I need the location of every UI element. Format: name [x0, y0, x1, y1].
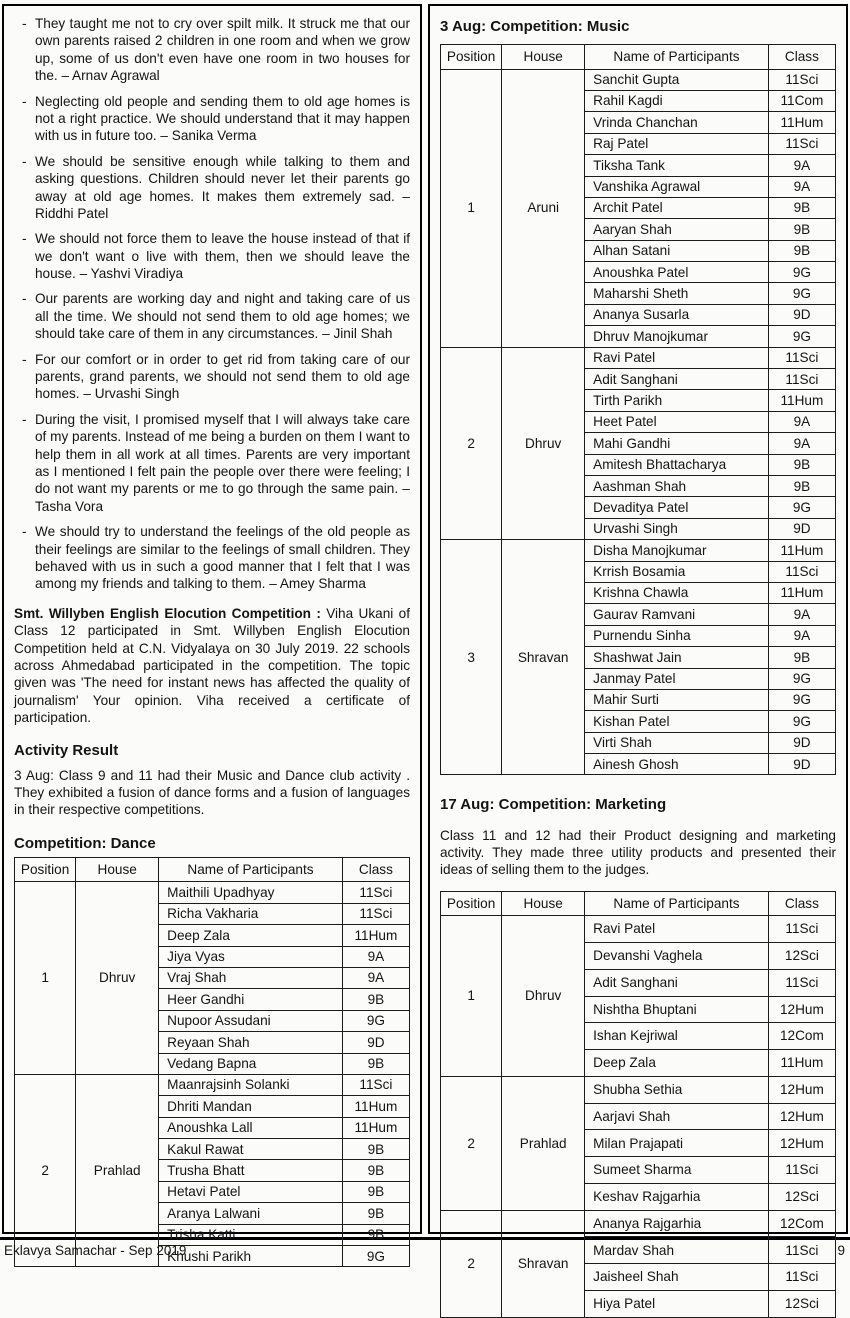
position-cell: 3 [441, 540, 502, 775]
class-cell: 11Sci [768, 347, 835, 368]
participant-name-cell: Aarjavi Shah [585, 1103, 769, 1130]
participant-name-cell: Aashman Shah [585, 476, 769, 497]
class-cell: 9D [768, 732, 835, 753]
class-cell: 9G [342, 1010, 409, 1031]
marketing-table [440, 891, 836, 1318]
class-cell: 9B [342, 1203, 409, 1224]
class-cell: 11Hum [768, 582, 835, 603]
class-cell: 9B [768, 476, 835, 497]
participant-name-cell: Aranya Lalwani [159, 1203, 343, 1224]
participant-name-cell: Ananya Susarla [585, 304, 769, 325]
class-cell: 9A [342, 946, 409, 967]
participant-name-cell: Janmay Patel [585, 668, 769, 689]
participant-name-cell: Milan Prajapati [585, 1130, 769, 1157]
class-cell: 9B [342, 1139, 409, 1160]
participant-name-cell: Ananya Rajgarhia [585, 1210, 769, 1237]
participant-name-cell: Devaditya Patel [585, 497, 769, 518]
class-cell: 12Hum [768, 1103, 835, 1130]
class-cell: 9B [342, 1160, 409, 1181]
participant-name-cell: Kishan Patel [585, 711, 769, 732]
participant-name-cell: Devanshi Vaghela [585, 942, 769, 969]
participant-name-cell: Hetavi Patel [159, 1181, 343, 1202]
participant-name-cell: Vanshika Agrawal [585, 176, 769, 197]
class-cell: 11Hum [342, 1117, 409, 1138]
class-cell: 9B [342, 1053, 409, 1074]
class-cell: 12Com [768, 1023, 835, 1050]
participant-name-cell: Ainesh Ghosh [585, 754, 769, 775]
participant-name-cell: Ravi Patel [585, 916, 769, 943]
bullet-item: - We should not force them to leave the house instead of that if we don't want o live with them, then we should leave the house. – Yashvi Viradiya [35, 230, 410, 282]
table-row [441, 347, 836, 368]
class-cell: 11Hum [768, 112, 835, 133]
class-cell: 11Sci [342, 882, 409, 903]
bullet-item: - For our comfort or in order to get rid from taking care of our parents, grand parents, we should not send them to old age homes. – Urvashi Singh [35, 351, 410, 403]
column-header: Position [15, 858, 76, 882]
participant-name-cell: Tiksha Tank [585, 155, 769, 176]
column-header: Name of Participants [585, 45, 769, 69]
participant-name-cell: Vedang Bapna [159, 1053, 343, 1074]
house-cell: Prahlad [502, 1076, 585, 1210]
bullet-item: - During the visit, I promised myself that I will always take care of my parents. Instead of me being a burden on them I want to help them in all work at all times. Parents are very important as I mentioned I felt pain the people over there were feeling; I do not want my parents or me to go through the same pain. – Tasha Vora [35, 411, 410, 515]
participant-name-cell: Maharshi Sheth [585, 283, 769, 304]
class-cell: 11Sci [342, 903, 409, 924]
column-header: Class [342, 858, 409, 882]
class-cell: 9B [342, 1224, 409, 1245]
class-cell: 9A [768, 625, 835, 646]
participant-name-cell: Maanrajsinh Solanki [159, 1074, 343, 1095]
participant-name-cell: Reyaan Shah [159, 1032, 343, 1053]
class-cell: 9B [768, 219, 835, 240]
class-cell: 11Sci [768, 916, 835, 943]
column-header: House [502, 891, 585, 915]
class-cell: 12Sci [768, 942, 835, 969]
header-row [15, 858, 410, 882]
bullet-item: - Neglecting old people and sending them to old age homes is not a right practice. We should understand that it may happen with us in future too. – Sanika Verma [35, 93, 410, 145]
class-cell: 12Com [768, 1210, 835, 1237]
participant-name-cell: Heet Patel [585, 411, 769, 432]
class-cell: 12Sci [768, 1290, 835, 1317]
class-cell: 9G [768, 689, 835, 710]
participant-name-cell: Dhruv Manojkumar [585, 326, 769, 347]
participant-name-cell: Sumeet Sharma [585, 1157, 769, 1184]
class-cell: 11Sci [768, 1157, 835, 1184]
house-cell: Dhruv [502, 916, 585, 1077]
column-header: House [502, 45, 585, 69]
position-cell: 2 [15, 1074, 76, 1267]
participant-name-cell: Khushi Parikh [159, 1246, 343, 1267]
table-row [441, 540, 836, 561]
column-header: Position [441, 45, 502, 69]
participant-name-cell: Deep Zala [159, 925, 343, 946]
column-header: Class [768, 45, 835, 69]
page-number: 9 [837, 1243, 845, 1258]
class-cell: 12Hum [768, 996, 835, 1023]
activity-result-paragraph: 3 Aug: Class 9 and 11 had their Music and Dance club activity . They exhibited a fusion of dance forms and a fusion of languages in their respective competitions. [14, 767, 410, 818]
participant-name-cell: Aaryan Shah [585, 219, 769, 240]
participant-name-cell: Maithili Upadhyay [159, 882, 343, 903]
participant-name-cell: Amitesh Bhattacharya [585, 454, 769, 475]
right-column [428, 4, 848, 1312]
class-cell: 9A [768, 155, 835, 176]
column-header: House [76, 858, 159, 882]
dance-heading: Competition: Dance [14, 834, 156, 852]
music-heading: 3 Aug: Competition: Music [440, 18, 630, 35]
bullet-item: - They taught me not to cry over spilt milk. It struck me that our own parents raised 2 children in one room and when we grow up, some of us don't even have one room in two houses for the. – Arnav Agrawal [35, 15, 410, 85]
position-cell: 2 [441, 1076, 502, 1210]
house-cell: Shravan [502, 1210, 585, 1317]
participant-name-cell: Mardav Shah [585, 1237, 769, 1264]
participant-name-cell: Anoushka Patel [585, 262, 769, 283]
participant-name-cell: Dhriti Mandan [159, 1096, 343, 1117]
bullet-item: - We should try to understand the feelings of the old people as their feelings are similar to the feelings of small children. They behaved with us in such a good manner that I felt that I was among my friends and talking to them. – Amey Sharma [35, 523, 410, 593]
house-cell: Dhruv [76, 882, 159, 1075]
class-cell: 11Sci [342, 1074, 409, 1095]
class-cell: 11Sci [768, 133, 835, 154]
header-row [441, 891, 836, 915]
class-cell: 9B [768, 197, 835, 218]
participant-name-cell: Ravi Patel [585, 347, 769, 368]
table-row [441, 69, 836, 90]
class-cell: 11Hum [342, 1096, 409, 1117]
participant-name-cell: Shashwat Jain [585, 647, 769, 668]
class-cell: 9G [768, 497, 835, 518]
class-cell: 9A [768, 433, 835, 454]
bullet-list [14, 15, 410, 593]
marketing-paragraph: Class 11 and 12 had their Product designing and marketing activity. They made three utility products and presented their ideas of selling them to the judges. [440, 827, 836, 878]
participant-name-cell: Heer Gandhi [159, 989, 343, 1010]
elocution-paragraph [14, 605, 410, 727]
elocution-body: Viha Ukani of Class 12 participated in Smt. Willyben English Elocution Competition held at C.N. Vidyalaya on 30 July 2019. 22 schools across Ahmedabad participated in the competition. The topic given was 'The need for instant news has affected the quality of journalism' Your opinion. Viha received a certificate of participation. [14, 605, 410, 726]
class-cell: 9B [768, 240, 835, 261]
participant-name-cell: Adit Sanghani [585, 969, 769, 996]
participant-name-cell: Rahil Kagdi [585, 90, 769, 111]
class-cell: 12Sci [768, 1183, 835, 1210]
class-cell: 9D [342, 1032, 409, 1053]
class-cell: 9G [768, 283, 835, 304]
participant-name-cell: Kakul Rawat [159, 1139, 343, 1160]
column-header: Name of Participants [159, 858, 343, 882]
house-cell: Aruni [502, 69, 585, 347]
position-cell: 2 [441, 347, 502, 540]
participant-name-cell: Jiya Vyas [159, 946, 343, 967]
class-cell: 11Hum [768, 1050, 835, 1077]
activity-result-heading: Activity Result [14, 742, 119, 760]
position-cell: 1 [441, 69, 502, 347]
table-row [15, 1074, 410, 1095]
participant-name-cell: Anoushka Lall [159, 1117, 343, 1138]
participant-name-cell: Adit Sanghani [585, 369, 769, 390]
participant-name-cell: Shubha Sethia [585, 1076, 769, 1103]
participant-name-cell: Gaurav Ramvani [585, 604, 769, 625]
class-cell: 9B [342, 989, 409, 1010]
participant-name-cell: Vraj Shah [159, 967, 343, 988]
elocution-title: Smt. Willyben English Elocution Competition : [14, 605, 327, 621]
participant-name-cell: Vrinda Chanchan [585, 112, 769, 133]
participant-name-cell: Nupoor Assudani [159, 1010, 343, 1031]
participant-name-cell: Urvashi Singh [585, 518, 769, 539]
participant-name-cell: Archit Patel [585, 197, 769, 218]
class-cell: 9A [768, 411, 835, 432]
participant-name-cell: Disha Manojkumar [585, 540, 769, 561]
position-cell: 1 [441, 916, 502, 1077]
class-cell: 9B [768, 454, 835, 475]
class-cell: 12Hum [768, 1076, 835, 1103]
participant-name-cell: Mahi Gandhi [585, 433, 769, 454]
participant-name-cell: Krishna Chawla [585, 582, 769, 603]
class-cell: 9A [768, 176, 835, 197]
class-cell: 9G [342, 1246, 409, 1267]
class-cell: 9D [768, 754, 835, 775]
dance-table [14, 857, 410, 1267]
class-cell: 11Hum [768, 390, 835, 411]
class-cell: 9G [768, 326, 835, 347]
participant-name-cell: Trusha Bhatt [159, 1160, 343, 1181]
class-cell: 9G [768, 711, 835, 732]
column-header: Name of Participants [585, 891, 769, 915]
table-row [441, 1210, 836, 1237]
bullet-item: - We should be sensitive enough while talking to them and asking questions. Children should never let their parents go away at old age homes. It makes them extremely sad. – Riddhi Patel [35, 153, 410, 223]
class-cell: 11Sci [768, 369, 835, 390]
footer-publication-title: Eklavya Samachar - Sep 2019 [4, 1243, 187, 1258]
class-cell: 9G [768, 668, 835, 689]
class-cell: 11Hum [768, 540, 835, 561]
participant-name-cell: Ishan Kejriwal [585, 1023, 769, 1050]
class-cell: 9D [768, 518, 835, 539]
table-row [441, 1076, 836, 1103]
table-row [441, 916, 836, 943]
class-cell: 11Hum [342, 925, 409, 946]
class-cell: 9B [342, 1181, 409, 1202]
class-cell: 9A [342, 967, 409, 988]
participant-name-cell: Nishtha Bhuptani [585, 996, 769, 1023]
participant-name-cell: Tirth Parikh [585, 390, 769, 411]
class-cell: 11Sci [768, 69, 835, 90]
participant-name-cell: Virti Shah [585, 732, 769, 753]
participant-name-cell: Jaisheel Shah [585, 1264, 769, 1291]
house-cell: Prahlad [76, 1074, 159, 1267]
class-cell: 11Com [768, 90, 835, 111]
participant-name-cell: Alhan Satani [585, 240, 769, 261]
participant-name-cell: Raj Patel [585, 133, 769, 154]
position-cell: 1 [15, 882, 76, 1075]
participant-name-cell: Mahir Surti [585, 689, 769, 710]
class-cell: 9D [768, 304, 835, 325]
class-cell: 12Hum [768, 1130, 835, 1157]
column-header: Position [441, 891, 502, 915]
participant-name-cell: Trisha Katti [159, 1224, 343, 1245]
position-cell: 2 [441, 1210, 502, 1317]
header-row [441, 45, 836, 69]
participant-name-cell: Hiya Patel [585, 1290, 769, 1317]
class-cell: 9A [768, 604, 835, 625]
house-cell: Dhruv [502, 347, 585, 540]
participant-name-cell: Richa Vakharia [159, 903, 343, 924]
class-cell: 11Sci [768, 1264, 835, 1291]
participant-name-cell: Deep Zala [585, 1050, 769, 1077]
marketing-heading: 17 Aug: Competition: Marketing [440, 796, 667, 814]
bullet-item: - Our parents are working day and night and taking care of us all the time. We should not send them to old age homes; we should take care of them in any circumstances. – Jinil Shah [35, 290, 410, 342]
class-cell: 9B [768, 647, 835, 668]
participant-name-cell: Sanchit Gupta [585, 69, 769, 90]
table-row [15, 882, 410, 903]
participant-name-cell: Krrish Bosamia [585, 561, 769, 582]
class-cell: 9G [768, 262, 835, 283]
class-cell: 11Sci [768, 969, 835, 996]
participant-name-cell: Keshav Rajgarhia [585, 1183, 769, 1210]
music-table [440, 44, 836, 775]
participant-name-cell: Purnendu Sinha [585, 625, 769, 646]
class-cell: 11Sci [768, 561, 835, 582]
class-cell: 11Sci [768, 1237, 835, 1264]
house-cell: Shravan [502, 540, 585, 775]
column-header: Class [768, 891, 835, 915]
